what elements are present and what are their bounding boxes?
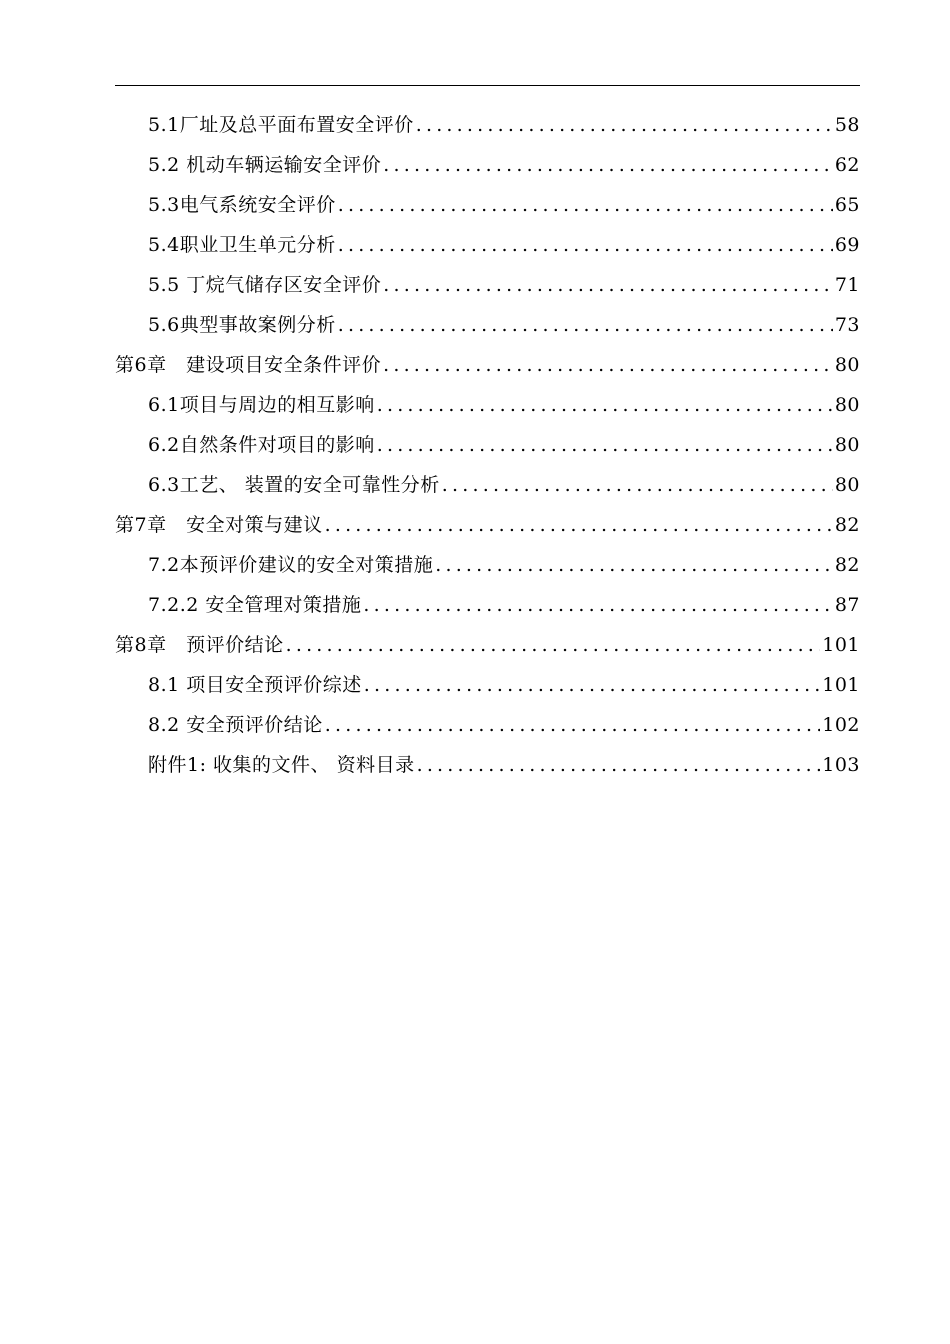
toc-entry-label: 5.1厂址及总平面布置安全评价 (148, 114, 414, 136)
toc-entry-label: 第8章 预评价结论 (115, 634, 284, 656)
toc-entry[interactable] (148, 305, 860, 345)
toc-entry-page: 58 (834, 114, 860, 136)
toc-dot-leader (286, 625, 821, 665)
toc-entry[interactable] (148, 545, 860, 585)
toc-dot-leader (416, 105, 833, 145)
toc-dot-leader (325, 705, 820, 745)
toc-entry-page: 103 (822, 754, 860, 776)
toc-entry-page: 102 (822, 714, 860, 736)
toc-entry-page: 80 (834, 354, 860, 376)
toc-entry-page: 101 (822, 634, 860, 656)
toc-entry-label: 5.2 机动车辆运输安全评价 (148, 154, 382, 176)
toc-entry[interactable] (148, 225, 860, 265)
toc-entry[interactable] (148, 265, 860, 305)
toc-dot-leader (383, 345, 833, 385)
toc-dot-leader (338, 225, 833, 265)
toc-entry-label: 附件1: 收集的文件、 资料目录 (148, 754, 415, 776)
toc-dot-leader (383, 265, 833, 305)
toc-entry-page: 65 (834, 194, 860, 216)
toc-dot-leader (377, 385, 833, 425)
toc-entry-label: 5.3电气系统安全评价 (148, 194, 336, 216)
toc-entry-label: 5.5 丁烷气储存区安全评价 (148, 274, 382, 296)
toc-entry[interactable] (148, 185, 860, 225)
header-rule (115, 85, 860, 86)
toc-entry[interactable] (148, 705, 860, 745)
toc-entry-page: 101 (822, 674, 860, 696)
toc-entry-label: 8.2 安全预评价结论 (148, 714, 323, 736)
toc-entry[interactable] (148, 105, 860, 145)
toc-entry-label: 6.2自然条件对项目的影响 (148, 434, 375, 456)
toc-dot-leader (417, 745, 821, 785)
toc-entry-page: 62 (834, 154, 860, 176)
toc-dot-leader (363, 585, 832, 625)
toc-dot-leader (325, 505, 833, 545)
toc-entry-page: 80 (834, 394, 860, 416)
toc-entry-label: 第7章 安全对策与建议 (115, 514, 323, 536)
toc-chapter-entry[interactable] (115, 625, 860, 665)
toc-entry-page: 82 (834, 514, 860, 536)
toc-entry-page: 80 (834, 434, 860, 456)
toc-dot-leader (377, 425, 833, 465)
toc-entry-label: 8.1 项目安全预评价综述 (148, 674, 362, 696)
toc-entry-label: 5.4职业卫生单元分析 (148, 234, 336, 256)
toc-entry[interactable] (148, 425, 860, 465)
toc-entry[interactable] (148, 585, 860, 625)
toc-entry-page: 82 (834, 554, 860, 576)
toc-dot-leader (338, 185, 833, 225)
toc-entry-page: 73 (834, 314, 860, 336)
toc-entry[interactable] (148, 145, 860, 185)
toc-chapter-entry[interactable] (115, 505, 860, 545)
toc-entry-label: 7.2本预评价建议的安全对策措施 (148, 554, 434, 576)
toc-entry-label: 5.6典型事故案例分析 (148, 314, 336, 336)
toc-dot-leader (383, 145, 833, 185)
toc-dot-leader (442, 465, 833, 505)
toc-entry-page: 71 (834, 274, 860, 296)
toc-dot-leader (364, 665, 820, 705)
toc-entry-page: 87 (834, 594, 860, 616)
toc-entry-label: 第6章 建设项目安全条件评价 (115, 354, 382, 376)
toc-chapter-entry[interactable] (115, 345, 860, 385)
toc-entry-page: 69 (834, 234, 860, 256)
toc-entry-page: 80 (834, 474, 860, 496)
toc-entry[interactable] (148, 745, 860, 785)
toc-entry[interactable] (148, 465, 860, 505)
toc-entry[interactable] (148, 665, 860, 705)
toc-dot-leader (338, 305, 833, 345)
toc-entry-label: 6.3工艺、 装置的安全可靠性分析 (148, 474, 440, 496)
toc-entry[interactable] (148, 385, 860, 425)
toc-entry-label: 6.1项目与周边的相互影响 (148, 394, 375, 416)
toc-dot-leader (435, 545, 833, 585)
toc-entry-label: 7.2.2 安全管理对策措施 (148, 594, 362, 616)
